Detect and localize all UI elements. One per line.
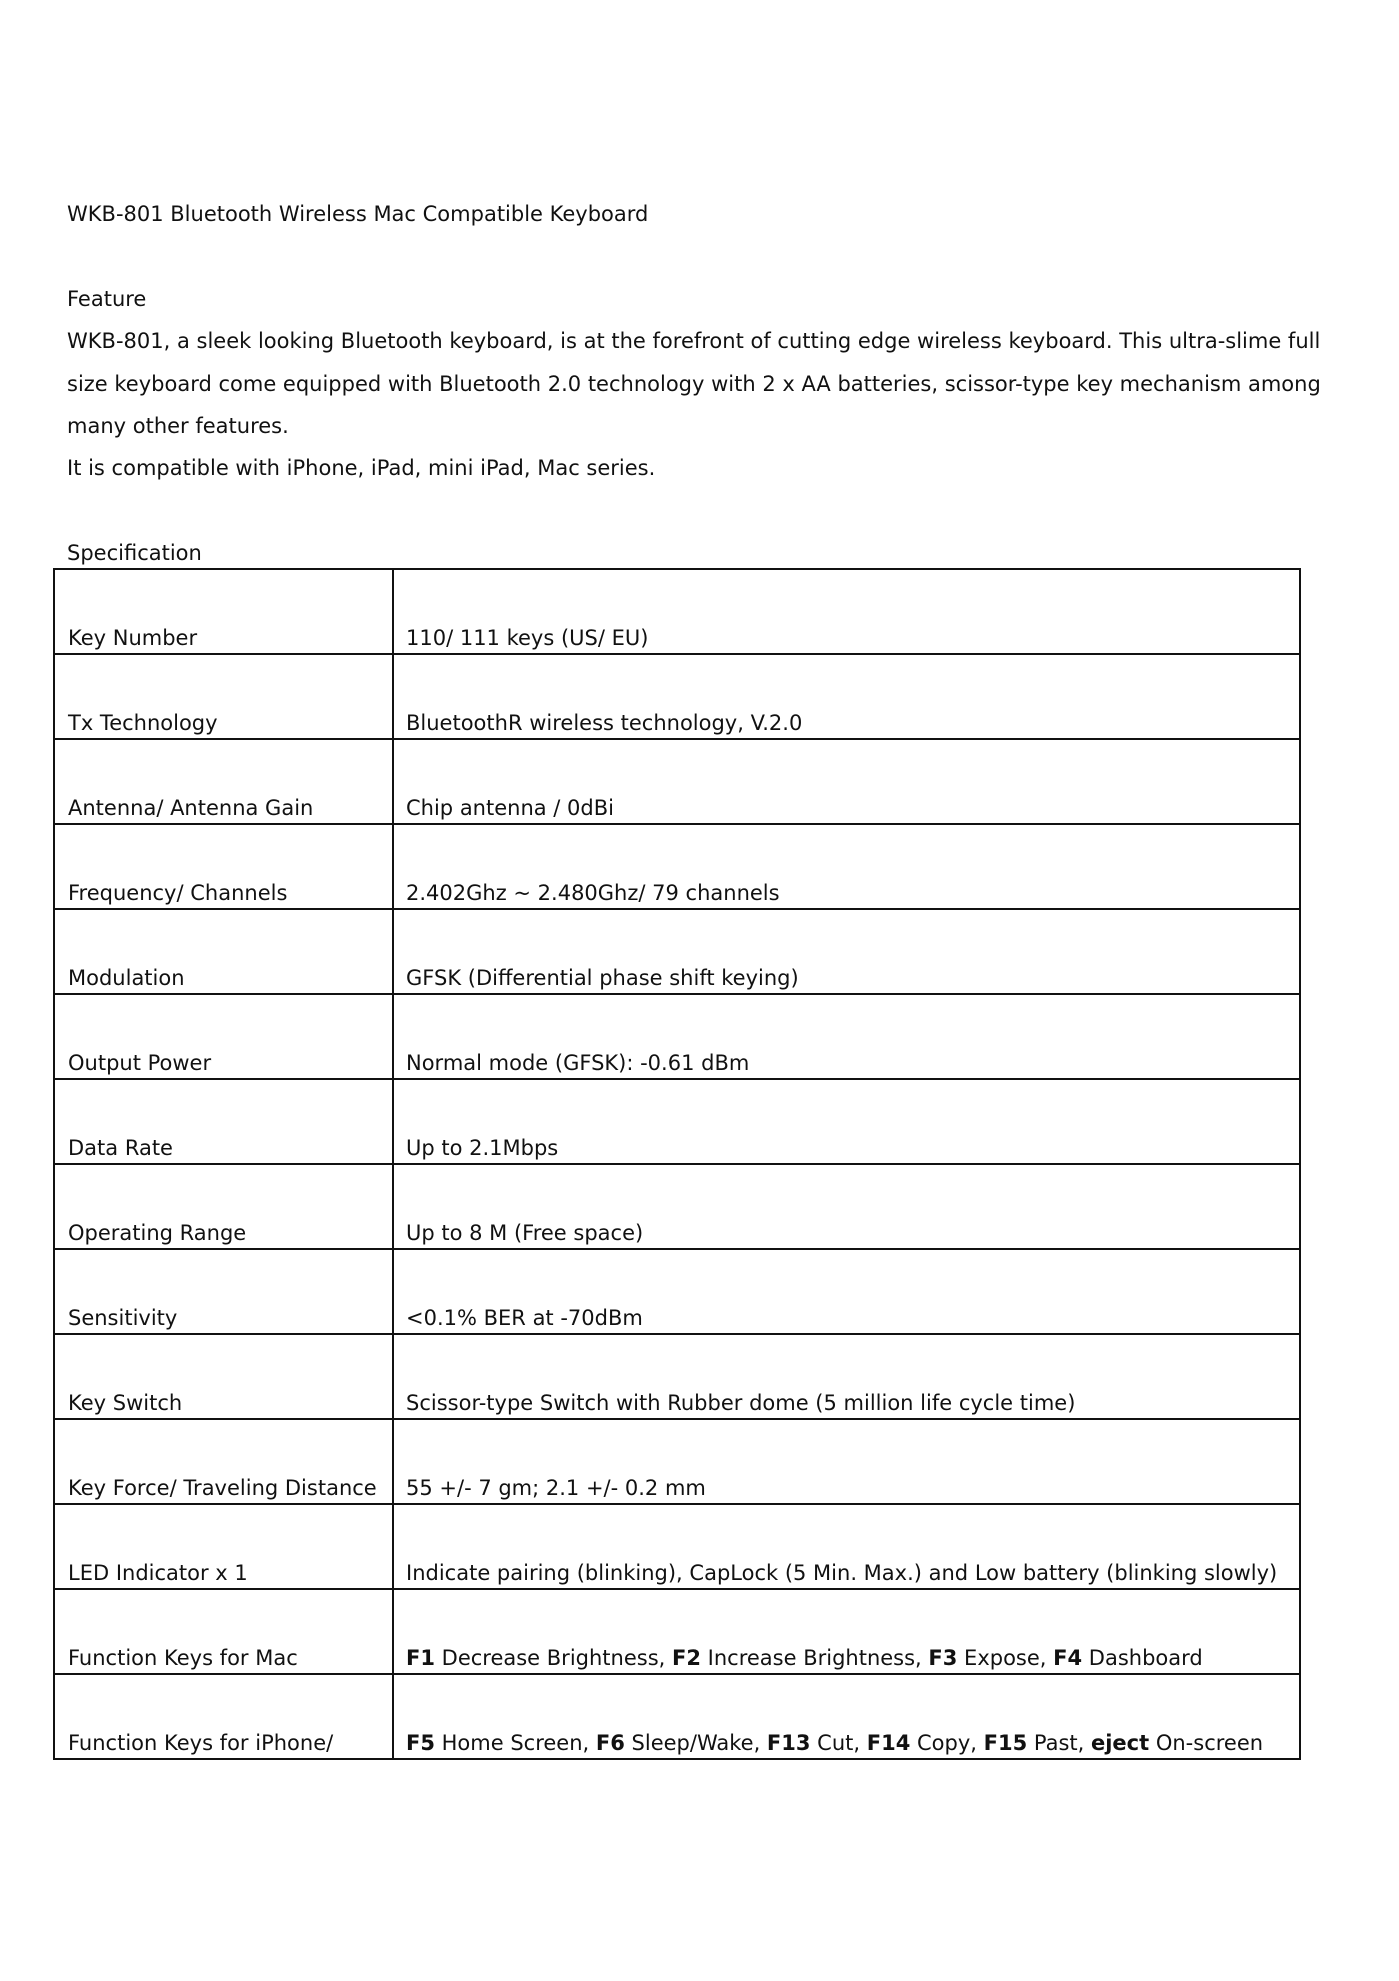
spec-row [54,739,1300,824]
function-key-action: Home Screen, [434,1731,596,1755]
spec-row [54,1589,1300,1674]
document-title: WKB-801 Bluetooth Wireless Mac Compatible Keyboard [67,202,649,226]
spec-label: Key Force/ Traveling Distance [54,1419,393,1504]
function-key-action: On-screen [1149,1731,1264,1755]
spec-label: Operating Range [54,1164,393,1249]
spec-row [54,1674,1300,1759]
function-key-action: Cut, [810,1731,867,1755]
spec-value: Normal mode (GFSK): -0.61 dBm [393,994,1300,1079]
specification-heading: Specification [67,541,202,565]
spec-row [54,569,1300,654]
spec-value-function-keys-iphone [393,1674,1300,1759]
function-key-action: Increase Brightness, [700,1646,929,1670]
spec-label: Tx Technology [54,654,393,739]
function-key-name: F4 [1053,1646,1083,1670]
function-key-name: eject [1090,1731,1150,1755]
function-key-action: Dashboard [1082,1646,1203,1670]
function-key-name: F1 [406,1646,435,1670]
spec-row [54,1079,1300,1164]
spec-label: Function Keys for iPhone/ [54,1674,393,1759]
spec-label: Antenna/ Antenna Gain [54,739,393,824]
spec-value: 2.402Ghz ~ 2.480Ghz/ 79 channels [393,824,1300,909]
feature-paragraph: WKB-801, a sleek looking Bluetooth keyboard, is at the forefront of cutting edge wireless keyboard. This ultra-slime full size keyboard come equipped with Bluetooth 2.0 technology with 2 x AA batteries, scissor-type key mechanism among many other features. [67,329,1321,438]
function-key-name: F15 [983,1731,1028,1755]
function-key-name: F2 [672,1646,701,1670]
spec-row [54,1164,1300,1249]
spec-value-function-keys-mac [393,1589,1300,1674]
spec-row [54,1419,1300,1504]
spec-value: Up to 2.1Mbps [393,1079,1300,1164]
spec-row [54,1504,1300,1589]
feature-heading: Feature [67,287,147,311]
spec-value: BluetoothR wireless technology, V.2.0 [393,654,1300,739]
compatibility-line: It is compatible with iPhone, iPad, mini iPad, Mac series. [67,456,656,480]
spec-value: <0.1% BER at -70dBm [393,1249,1300,1334]
spec-row [54,1334,1300,1419]
function-key-action: Past, [1027,1731,1091,1755]
function-key-name: F14 [866,1731,911,1755]
function-key-action: Decrease Brightness, [434,1646,672,1670]
specification-table [53,568,1301,1760]
spec-label: Sensitivity [54,1249,393,1334]
spec-value: GFSK (Differential phase shift keying) [393,909,1300,994]
spec-label: Function Keys for Mac [54,1589,393,1674]
spec-value: 55 +/- 7 gm; 2.1 +/- 0.2 mm [393,1419,1300,1504]
function-key-name: F13 [766,1731,811,1755]
spec-value: Scissor-type Switch with Rubber dome (5 million life cycle time) [393,1334,1300,1419]
spec-row [54,654,1300,739]
spec-label: Frequency/ Channels [54,824,393,909]
spec-value: 110/ 111 keys (US/ EU) [393,569,1300,654]
spec-label: Data Rate [54,1079,393,1164]
spec-label: LED Indicator x 1 [54,1504,393,1589]
spec-row [54,824,1300,909]
function-key-action: Copy, [910,1731,984,1755]
function-key-action: Sleep/Wake, [624,1731,767,1755]
spec-value: Up to 8 M (Free space) [393,1164,1300,1249]
function-key-name: F6 [595,1731,625,1755]
function-key-action: Expose, [957,1646,1054,1670]
spec-row [54,994,1300,1079]
spec-value: Chip antenna / 0dBi [393,739,1300,824]
spec-row [54,909,1300,994]
spec-label: Key Number [54,569,393,654]
spec-row [54,1249,1300,1334]
spec-label: Key Switch [54,1334,393,1419]
spec-label: Modulation [54,909,393,994]
spec-label: Output Power [54,994,393,1079]
function-key-name: F3 [928,1646,958,1670]
function-key-name: F5 [406,1731,435,1755]
spec-value: Indicate pairing (blinking), CapLock (5 Min. Max.) and Low battery (blinking slowly) [393,1504,1300,1589]
